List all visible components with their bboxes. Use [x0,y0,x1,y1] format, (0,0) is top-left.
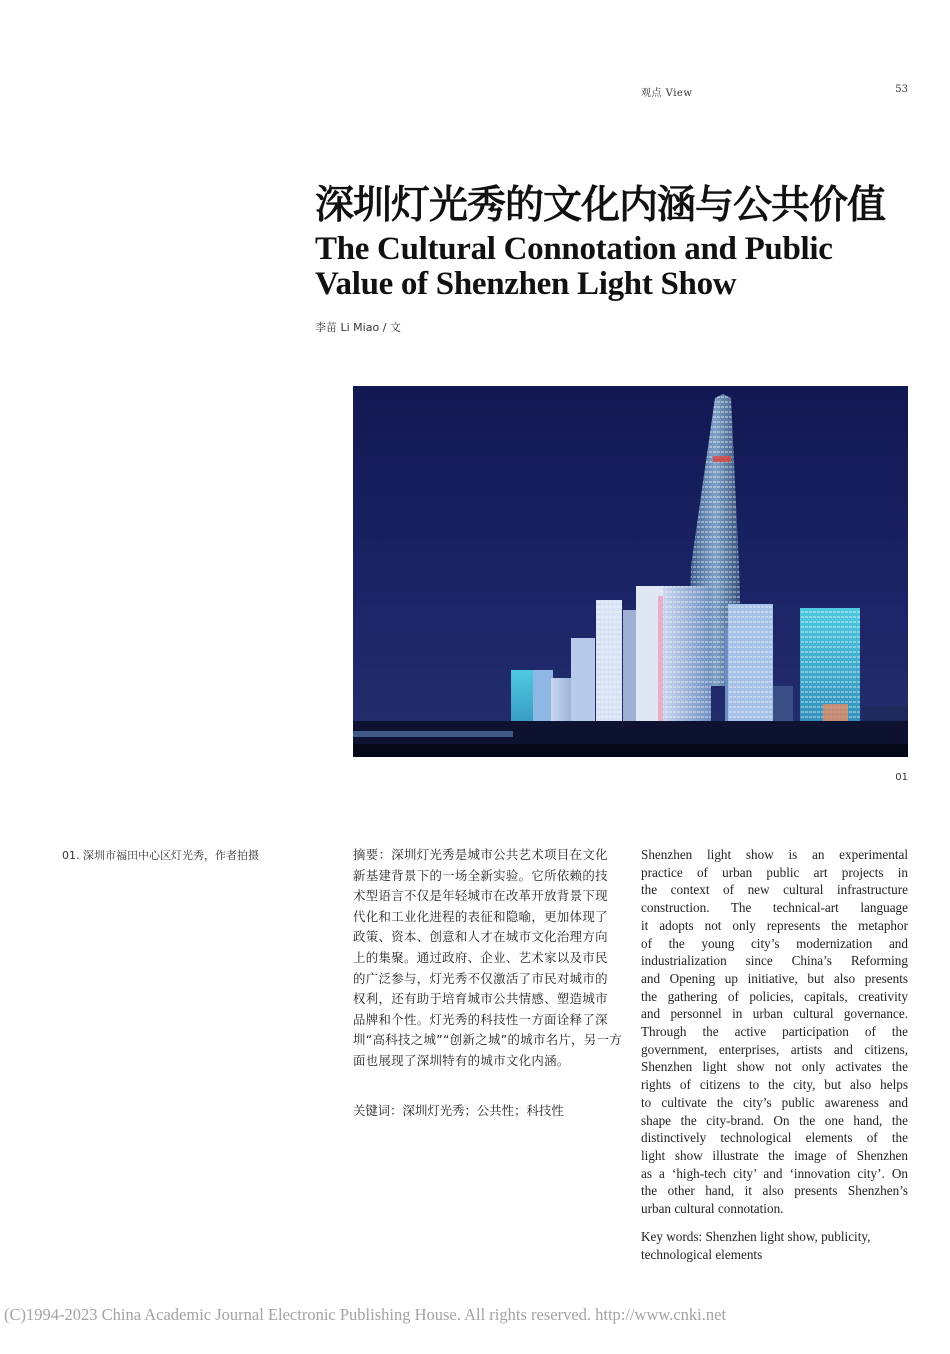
abstract-en-line: and Opening up initiative, but also presents [641,970,908,986]
title-english-line: The Cultural Connotation and Public [315,231,833,267]
keywords-chinese: 关键词：深圳灯光秀；公共性；科技性 [353,1103,564,1118]
abstract-cn-line: 政策、资本、创意和人才在城市文化治理方向 [353,929,608,945]
abstract-en-line: as a ‘high-tech city’ and ‘innovation city’. On [641,1165,908,1181]
abstract-en-line: shape the city-brand. On the one hand, the [641,1112,908,1128]
abstract-cn-line: 代化和工业化进程的表征和隐喻，更加体现了 [353,908,608,924]
title-chinese: 深圳灯光秀的文化内涵与公共价值 [315,183,886,228]
abstract-en-line: the gathering of policies, capitals, creativity [641,988,908,1004]
abstract-cn-line: 品牌和个性。灯光秀的科技性一方面诠释了深 [353,1011,608,1027]
abstract-en-line: distinctively technological elements of the [641,1130,908,1146]
abstract-en-line: light show illustrate the image of Shenzhen [641,1147,908,1163]
abstract-en-line: the other hand, it also presents Shenzhen’s [641,1183,908,1199]
abstract-en-line: Shenzhen light show is an experimental [641,847,908,862]
abstract-en-line: it adopts not only represents the metaphor [641,917,908,933]
abstract-cn-line: 上的集聚。通过政府、企业、艺术家以及市民 [353,949,608,965]
abstract-en-line: and personnel in urban cultural governance. [641,1006,908,1022]
abstract-cn-line: 的广泛参与，灯光秀不仅激活了市民对城市的 [353,970,608,986]
abstract-en-line: Through the active participation of the [641,1024,908,1040]
title-english-line: Value of Shenzhen Light Show [315,266,737,302]
keywords-en-line: technological elements [641,1246,763,1262]
running-header-section: 观点 View [641,88,693,99]
abstract-en-line: urban cultural connotation. [641,1201,784,1217]
skyline-photo [353,386,908,757]
abstract-cn-line: 术型语言不仅是年轻城市在改革开放背景下现 [353,888,608,904]
author-byline: 李苗 Li Miao / 文 [315,321,401,334]
abstract-cn-line: 摘要：深圳灯光秀是城市公共艺术项目在文化 [353,847,608,862]
abstract-cn-line: 新基建背景下的一场全新实验。它所依赖的技 [353,867,608,883]
abstract-cn-line: 面也展现了深圳特有的城市文化内涵。 [353,1052,570,1068]
abstract-en-line: industrialization since China’s Reforming [641,953,908,969]
abstract-en-line: of the young city’s modernization and [641,935,908,951]
abstract-en-line: Shenzhen light show not only activates the [641,1059,908,1075]
abstract-en-line: construction. The technical-art language [641,900,908,916]
abstract-en-line: rights of citizens to the city, but also helps [641,1077,908,1093]
abstract-en-line: the context of new cultural infrastructure [641,882,908,898]
title-english [315,232,915,302]
abstract-en-line: practice of urban public art projects in [641,864,908,880]
figure-number: 01 [895,772,908,783]
abstract-en-line: to cultivate the city’s public awareness and [641,1094,908,1110]
page-number: 53 [895,84,908,95]
abstract-en-line: government, enterprises, artists and citizens, [641,1041,908,1057]
figure-caption: 01. 深圳市福田中心区灯光秀，作者拍摄 [62,849,259,862]
abstract-cn-line: 圳“高科技之城”“创新之城”的城市名片，另一方 [353,1032,623,1048]
abstract-english [641,846,908,1218]
copyright-footer: (C)1994-2023 China Academic Journal Electronic Publishing House. All rights reserved. http://www.cnki.net [4,1305,727,1324]
keywords-english [641,1228,908,1263]
abstract-cn-line: 权利，还有助于培育城市公共情感、塑造城市 [353,991,608,1007]
keywords-en-line: Key words: Shenzhen light show, publicity, [641,1229,871,1244]
abstract-chinese [353,845,621,1072]
